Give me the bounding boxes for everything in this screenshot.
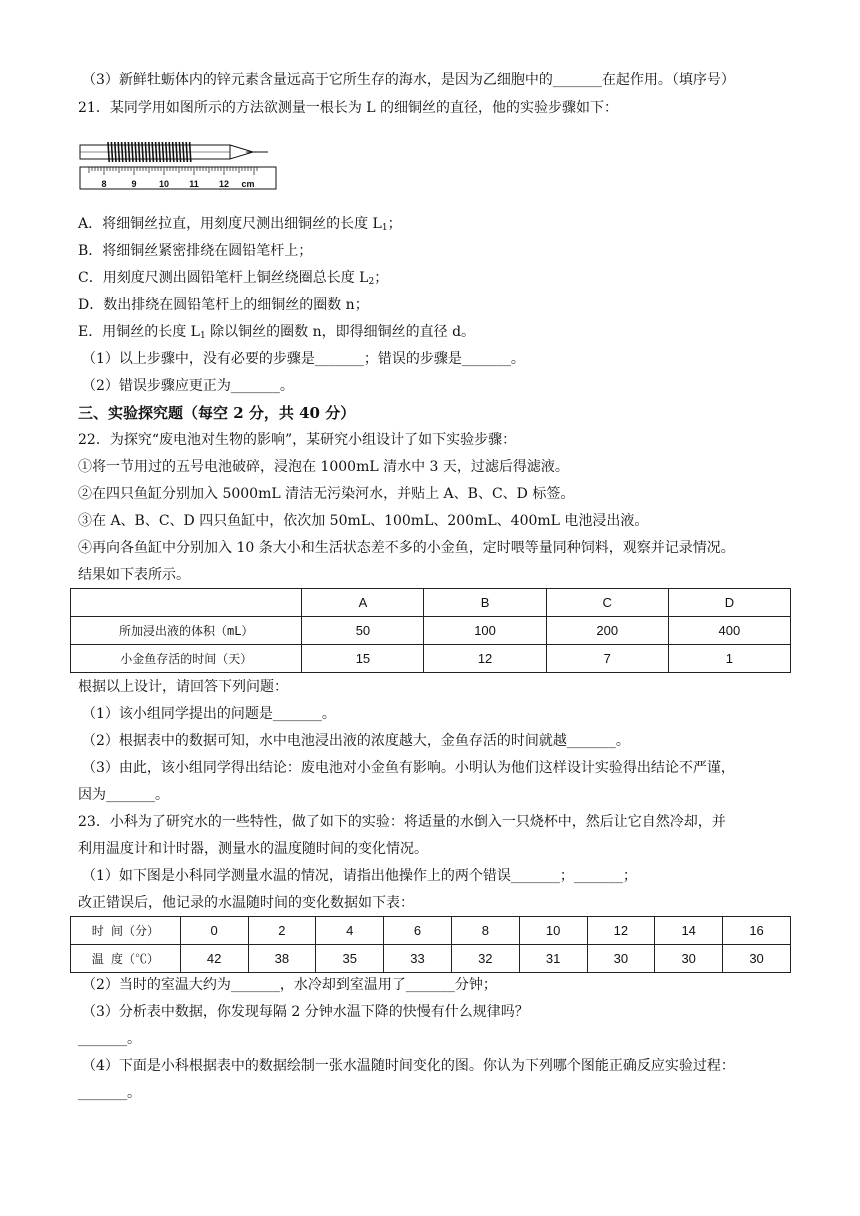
table-cell: 42 [180,945,248,973]
q21-step-b: B．将细铜丝紧密排绕在圆铅笔杆上； [78,243,313,259]
table-cell: 所加浸出液的体积（mL） [71,617,302,645]
q23-table [70,916,791,973]
table-cell: 30 [655,945,723,973]
table-cell: 15 [302,645,424,673]
table-cell: 31 [519,945,587,973]
table-row [71,617,791,645]
table-cell: 1 [668,645,790,673]
q23-question-3: （3）分析表中数据，你发现每隔 2 分钟水温下降的快慢有什么规律吗？ [82,1004,529,1020]
q21-stem: 21．某同学用如图所示的方法欲测量一根长为 L 的细铜丝的直径，他的实验步骤如下： [78,100,619,116]
table-cell: 33 [384,945,452,973]
table-cell: 2 [248,917,316,945]
q21-step-a: A．将细铜丝拉直，用刻度尺测出细铜丝的长度 $L_1$； [78,216,402,233]
q23-question-1: （1）如下图是小科同学测量水温的情况，请指出他操作上的两个错误_______；_______； [82,868,637,884]
table-cell: 12 [587,917,655,945]
table-row [71,645,791,673]
table-cell: 38 [248,945,316,973]
table-cell: 0 [180,917,248,945]
table-cell: 12 [424,645,546,673]
table-cell: B [424,589,546,617]
q22-table [70,588,791,673]
table-cell: 30 [587,945,655,973]
q23-question-4-blank: _______。 [78,1085,141,1101]
table-cell: 时 间（分） [71,917,181,945]
q22-question-3a: （3）由此，该小组同学得出结论：废电池对小金鱼有影响。小明认为他们这样设计实验得出结论不严谨， [82,760,735,776]
table-row [71,917,791,945]
table-cell: 6 [384,917,452,945]
q21-step-d: D．数出排绕在圆铅笔杆上的细铜丝的圈数 n； [78,297,369,313]
table-row [71,945,791,973]
table-cell: 200 [546,617,668,645]
q22-step-1: ①将一节用过的五号电池破碎，浸泡在 1000mL 清水中 3 天，过滤后得滤液。 [78,459,569,475]
ruler-label-10: 10 [158,179,170,189]
table-cell: 100 [424,617,546,645]
q21-step-c: C．用刻度尺测出圆铅笔杆上铜丝绕圈总长度 $L_2$； [78,270,389,287]
table-cell: 小金鱼存活的时间（天） [71,645,302,673]
q22-step-3: ③在 A、B、C、D 四只鱼缸中，依次加 50mL、100mL、200mL、400mL 电池浸出液。 [78,513,649,529]
ruler-label-12: 12 [218,179,230,189]
table-cell: 35 [316,945,384,973]
ruler-label-11: 11 [189,179,199,189]
q22-question-3b: 因为_______。 [78,787,169,803]
table-cell: 32 [451,945,519,973]
ruler-label-9: 9 [131,179,137,189]
table-cell: 4 [316,917,384,945]
table-cell: 16 [723,917,791,945]
q23-stem-1: 23．小科为了研究水的一些特性，做了如下的实验：将适量的水倒入一只烧杯中，然后让它自然冷却，并 [78,814,726,830]
table-cell: A [302,589,424,617]
q20-part3: （3）新鲜牡蛎体内的锌元素含量远高于它所生存的海水，是因为乙细胞中的_______在起作用。（填序号） [82,72,735,88]
ruler-label-8: 8 [101,179,107,189]
q22-step-4: ④再向各鱼缸中分别加入 10 条大小和生活状态差不多的小金鱼，定时喂等量同种饲料，观察并记录情况。 [78,540,735,556]
section-3-heading: 三、实验探究题（每空 2 分，共 40 分） [78,404,356,422]
q23-question-4: （4）下面是小科根据表中的数据绘制一张水温随时间变化的图。你认为下列哪个图能正确反应实验过程： [82,1058,735,1074]
q21-question-1: （1）以上步骤中，没有必要的步骤是_______；错误的步骤是_______。 [82,351,525,367]
table-cell: D [668,589,790,617]
q22-question-1: （1）该小组同学提出的问题是_______。 [82,706,336,722]
table-cell: C [546,589,668,617]
table-cell: 50 [302,617,424,645]
q23-table-intro: 改正错误后，他记录的水温随时间的变化数据如下表： [78,895,414,911]
q22-stem: 22．为探究“废电池对生物的影响”，某研究小组设计了如下实验步骤： [78,432,517,448]
table-cell: 8 [451,917,519,945]
table-row [71,589,791,617]
q22-result-intro: 结果如下表所示。 [78,567,190,583]
table-cell: 温 度（℃） [71,945,181,973]
table-cell [71,589,302,617]
ruler-label-unit: cm [241,179,255,189]
q22-step-2: ②在四只鱼缸分别加入 5000mL 清洁无污染河水，并贴上 A、B、C、D 标签。 [78,486,575,502]
pencil-ruler-figure [78,131,278,191]
q23-question-2: （2）当时的室温大约为_______，水冷却到室温用了_______分钟； [82,977,497,993]
q22-question-2: （2）根据表中的数据可知，水中电池浸出液的浓度越大，金鱼存活的时间就越_______。 [82,733,630,749]
q23-question-3-blank: _______。 [78,1031,141,1047]
q23-stem-2: 利用温度计和计时器，测量水的温度随时间的变化情况。 [78,841,428,857]
table-cell: 400 [668,617,790,645]
q21-step-e: E．用铜丝的长度 $L_1$ 除以铜丝的圈数 n，即得细铜丝的直径 d。 [78,324,476,341]
table-cell: 30 [723,945,791,973]
table-cell: 14 [655,917,723,945]
q22-answer-intro: 根据以上设计，请回答下列问题： [78,679,288,695]
table-cell: 10 [519,917,587,945]
table-cell: 7 [546,645,668,673]
q21-question-2: （2）错误步骤应更正为_______。 [82,378,294,394]
